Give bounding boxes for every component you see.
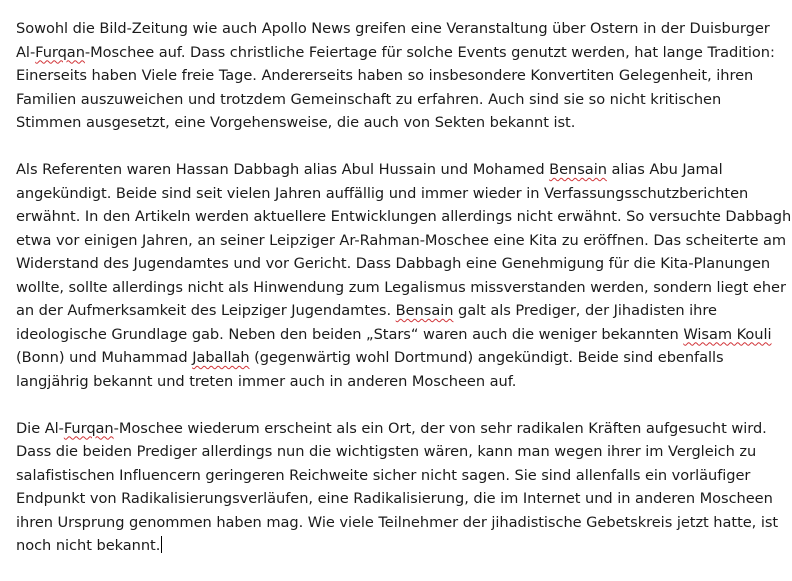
- text-segment[interactable]: Al-: [16, 43, 36, 61]
- text-segment[interactable]: Sowohl die Bild-Zeitung wie auch Apollo News greifen eine Veranstaltung über Ostern in der Duisburger: [16, 20, 770, 37]
- text-segment[interactable]: salafistischen Influencern geringeren Reichweite sicher nicht sagen. Sie sind allenfalls ein vorläufiger: [16, 466, 751, 484]
- text-line[interactable]: [16, 440, 786, 464]
- text-line[interactable]: [16, 346, 786, 370]
- text-line[interactable]: [16, 17, 786, 41]
- text-segment[interactable]: etwa vor einigen Jahren, an seiner Leipziger Ar-Rahman-Moschee eine Kita zu eröffnen. Das scheiterte am: [16, 231, 787, 249]
- text-line[interactable]: [16, 252, 786, 276]
- text-segment[interactable]: Als Referenten waren Hassan Dabbagh alias Abul Hussain und Mohamed: [16, 161, 550, 178]
- text-segment[interactable]: alias Abu Jamal: [606, 161, 723, 178]
- misspelled-word[interactable]: Furqan: [63, 419, 114, 437]
- text-line[interactable]: [16, 64, 786, 88]
- text-segment[interactable]: Widerstand des Jugendamtes und vor Gericht. Dass Dabbagh eine Genehmigung für die Kita-Planungen: [16, 255, 771, 272]
- text-segment[interactable]: ideologische Grundlage gab. Neben den beiden „Stars“ waren auch die weniger bekannten: [16, 325, 684, 343]
- text-line[interactable]: [16, 464, 786, 488]
- misspelled-word[interactable]: Jaballah: [192, 349, 250, 366]
- text-line[interactable]: [16, 370, 786, 394]
- paragraph[interactable]: [16, 417, 786, 558]
- paragraph[interactable]: [16, 17, 786, 135]
- text-segment[interactable]: -Moschee auf. Dass christliche Feiertage für solche Events genutzt werden, hat lange Tradition:: [84, 43, 775, 61]
- text-segment[interactable]: Stimmen ausgesetzt, eine Vorgehensweise, die auch von Sekten bekannt ist.: [16, 114, 576, 131]
- misspelled-word[interactable]: Furqan: [35, 43, 85, 61]
- text-line[interactable]: [16, 88, 786, 112]
- text-line[interactable]: [16, 487, 786, 511]
- text-segment[interactable]: galt als Prediger, der Jihadisten ihre: [453, 302, 717, 319]
- document-body[interactable]: [16, 17, 792, 581]
- text-line[interactable]: [16, 158, 786, 182]
- text-segment[interactable]: erwähnt. In den Artikeln werden aktuellere Entwicklungen allerdings nicht erwähnt. So versuchte Dabbagh: [16, 208, 792, 225]
- misspelled-word[interactable]: Wisam Kouli: [683, 325, 772, 343]
- text-line[interactable]: [16, 229, 786, 253]
- text-line[interactable]: [16, 41, 786, 65]
- text-segment[interactable]: wollte, sollte allerdings nicht als Hinwendung zum Legalismus missverstanden werden, sondern liegt eher: [16, 278, 786, 296]
- text-segment[interactable]: (gegenwärtig wohl Dortmund) angekündigt. Beide sind ebenfalls: [249, 349, 724, 366]
- misspelled-word[interactable]: Bensain: [395, 302, 454, 319]
- text-line[interactable]: [16, 182, 786, 206]
- text-segment[interactable]: Einerseits haben Viele freie Tage. Andererseits haben so insbesondere Konvertiten Gelegenheit, ihren: [16, 67, 754, 84]
- text-line[interactable]: [16, 205, 792, 229]
- text-line[interactable]: [16, 534, 786, 558]
- text-segment[interactable]: Dass die beiden Prediger allerdings nun die wichtigsten wären, kann man wegen ihrer im Vergleich zu: [16, 443, 757, 460]
- text-segment[interactable]: Die Al-: [16, 419, 64, 437]
- text-line[interactable]: [16, 299, 786, 323]
- text-segment[interactable]: langjährig bekannt und treten immer auch in anderen Moscheen auf.: [16, 372, 517, 390]
- misspelled-word[interactable]: Bensain: [549, 161, 607, 178]
- text-line[interactable]: [16, 276, 786, 300]
- text-line[interactable]: [16, 417, 786, 441]
- text-segment[interactable]: -Moschee wiederum erscheint als ein Ort, der von sehr radikalen Kräften aufgesucht wird.: [113, 419, 767, 437]
- paragraph[interactable]: [16, 158, 792, 393]
- text-segment[interactable]: Endpunkt von Radikalisierungsverläufen, eine Radikalisierung, die im Internet und in anderen Moscheen: [16, 490, 773, 507]
- text-segment[interactable]: (Bonn) und Muhammad: [16, 349, 193, 366]
- text-segment[interactable]: noch nicht bekannt.: [16, 537, 161, 554]
- text-segment[interactable]: Familien auszuweichen und trotzdem Gemeinschaft zu erfahren. Auch sind sie so nicht kritischen: [16, 90, 722, 108]
- text-line[interactable]: [16, 511, 786, 535]
- text-cursor: [161, 536, 162, 553]
- text-line[interactable]: [16, 323, 786, 347]
- text-line[interactable]: [16, 111, 786, 135]
- text-segment[interactable]: an der Aufmerksamkeit des Leipziger Jugendamtes.: [16, 302, 396, 319]
- text-segment[interactable]: ihren Ursprung genommen haben mag. Wie viele Teilnehmer der jihadistische Gebetskreis jetzt hatte, ist: [16, 513, 779, 531]
- text-segment[interactable]: angekündigt. Beide sind seit vielen Jahren auffällig und immer wieder in Verfassungsschutzberichten: [16, 184, 749, 202]
